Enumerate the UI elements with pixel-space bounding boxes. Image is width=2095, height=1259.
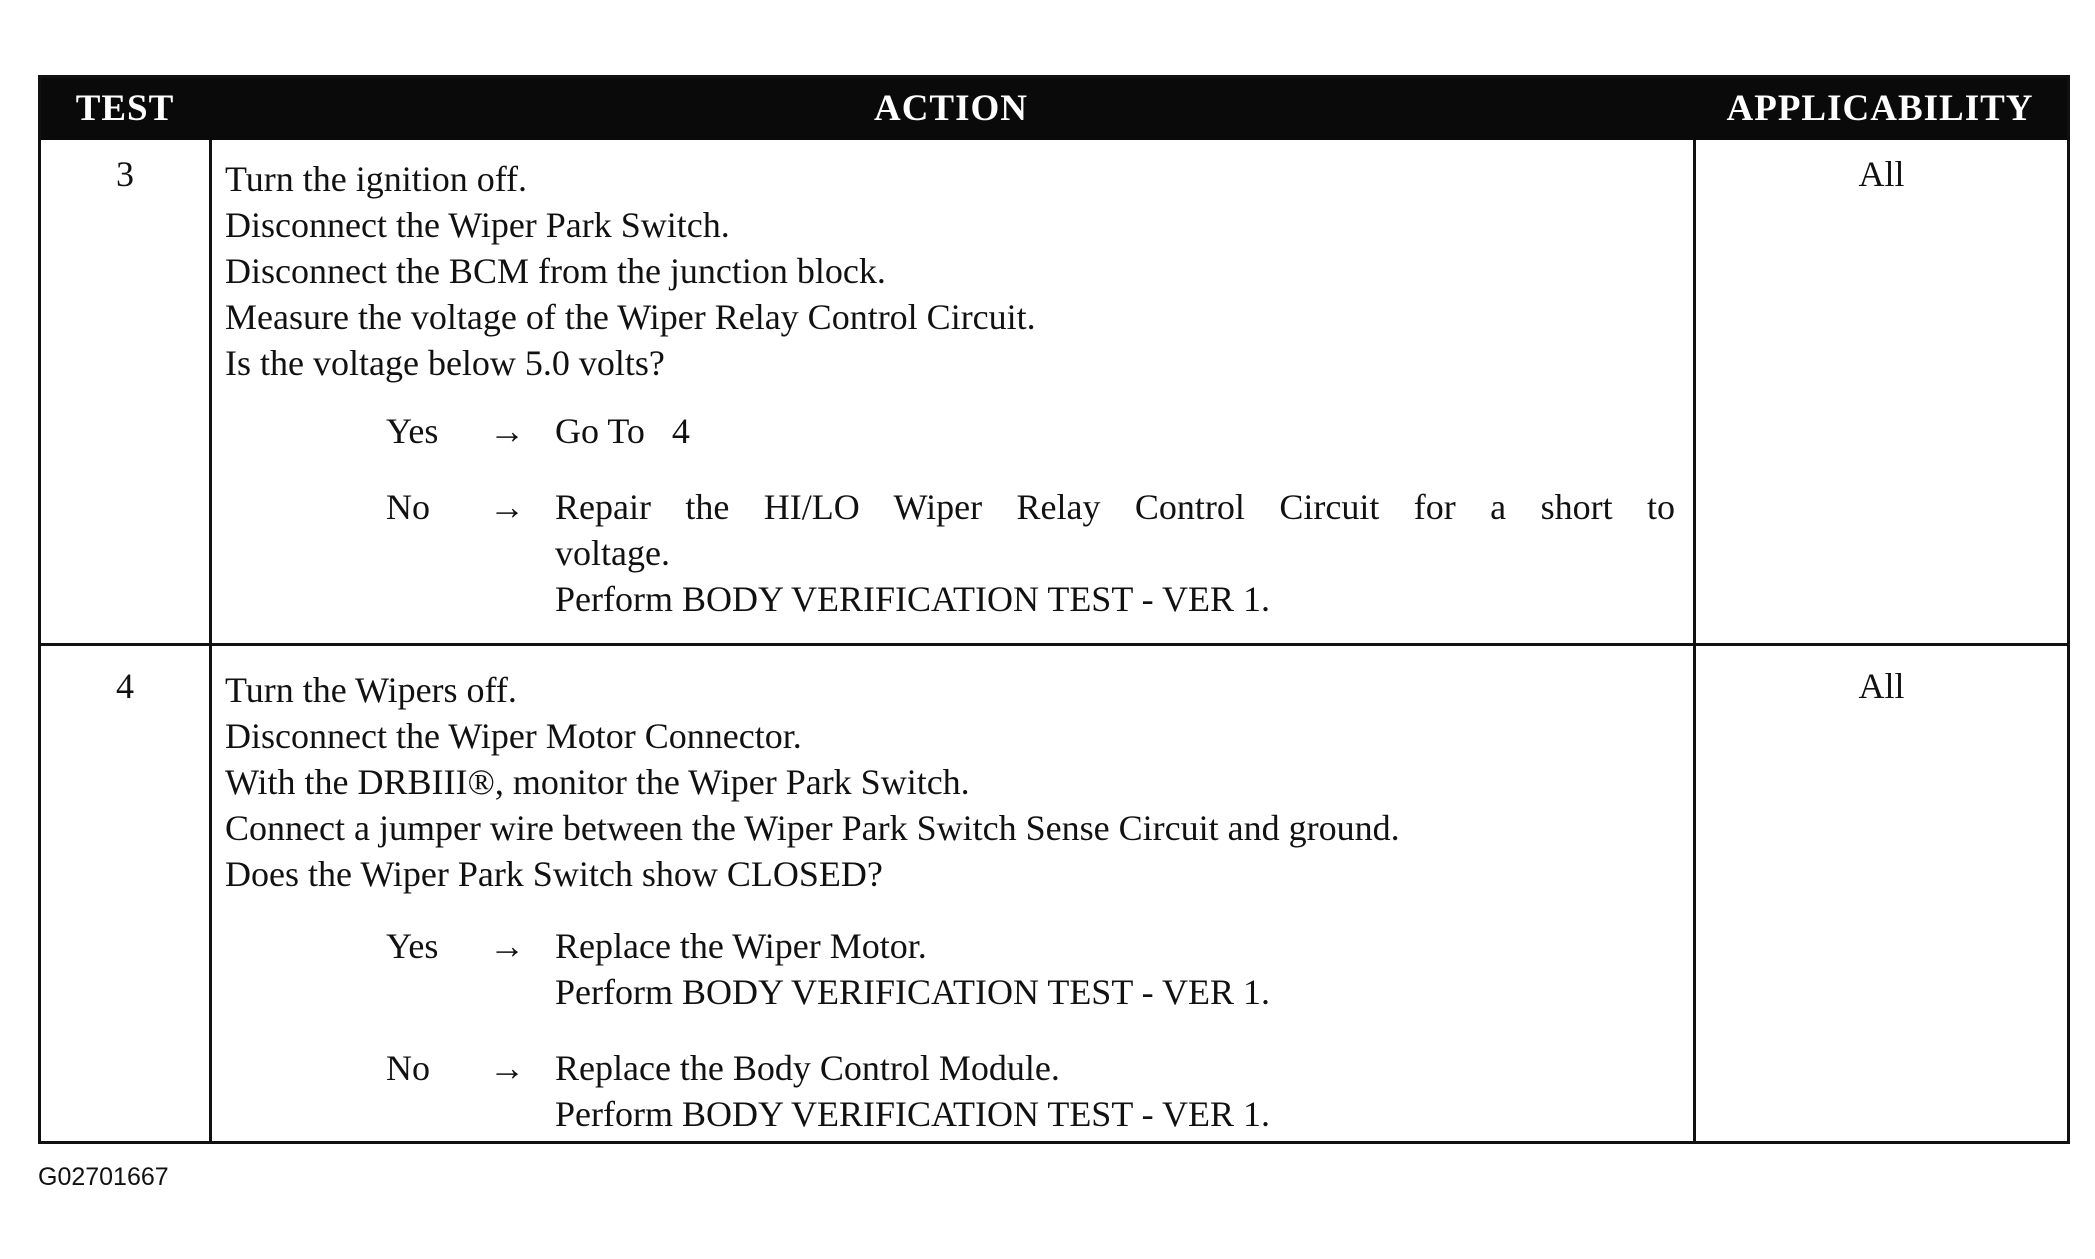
column-divider-applicability — [1693, 140, 1696, 1141]
table-header — [41, 78, 2067, 140]
result-line: Perform BODY VERIFICATION TEST - VER 1. — [555, 579, 1271, 619]
arrow-right-icon: → — [489, 1048, 525, 1088]
result-no-text — [555, 484, 1675, 622]
diagnostic-test-table — [38, 75, 2070, 1144]
arrow-right-icon: → — [489, 411, 525, 451]
result-yes-text — [555, 923, 1675, 1015]
row-divider — [41, 643, 2067, 646]
action-steps — [225, 156, 1675, 386]
arrow-right-icon: → — [489, 926, 525, 966]
action-step: Measure the voltage of the Wiper Relay Control Circuit. — [225, 297, 1036, 337]
arrow-right-icon: → — [489, 487, 525, 527]
applicability-value: All — [1858, 666, 1905, 706]
action-step: Is the voltage below 5.0 volts? — [225, 343, 665, 383]
test-number: 3 — [116, 154, 134, 194]
figure-id: G02701667 — [38, 1163, 169, 1191]
header-action: ACTION — [873, 88, 1029, 129]
result-line: Replace the Wiper Motor. — [555, 926, 927, 966]
action-step: Disconnect the Wiper Park Switch. — [225, 205, 730, 245]
applicability-value: All — [1858, 154, 1905, 194]
result-yes-label: Yes — [386, 411, 439, 451]
result-line: Go To 4 — [555, 411, 690, 451]
action-step: Disconnect the Wiper Motor Connector. — [225, 716, 802, 756]
result-yes-label: Yes — [386, 926, 439, 966]
action-step: Disconnect the BCM from the junction block. — [225, 251, 886, 291]
result-no-label: No — [386, 1048, 430, 1088]
result-yes-text — [555, 408, 1675, 454]
result-no-text — [555, 1045, 1675, 1137]
header-test: TEST — [75, 88, 175, 129]
column-divider-test — [209, 140, 212, 1141]
result-line: Perform BODY VERIFICATION TEST - VER 1. — [555, 972, 1271, 1012]
result-line: Perform BODY VERIFICATION TEST - VER 1. — [555, 1094, 1271, 1134]
header-applicability: APPLICABILITY — [1726, 88, 2034, 129]
test-number: 4 — [116, 666, 134, 706]
action-step: Turn the Wipers off. — [225, 670, 517, 710]
action-step: Connect a jumper wire between the Wiper Park Switch Sense Circuit and ground. — [225, 808, 1400, 848]
action-step: With the DRBIII®, monitor the Wiper Park Switch. — [225, 762, 970, 802]
action-step: Turn the ignition off. — [225, 159, 528, 199]
action-steps — [225, 667, 1675, 897]
result-no-label: No — [386, 487, 430, 527]
result-line: Replace the Body Control Module. — [555, 1048, 1060, 1088]
action-step: Does the Wiper Park Switch show CLOSED? — [225, 854, 883, 894]
result-line: Repair the HI/LO Wiper Relay Control Circuit for a short to — [555, 487, 1675, 527]
result-line: voltage. — [555, 533, 670, 573]
